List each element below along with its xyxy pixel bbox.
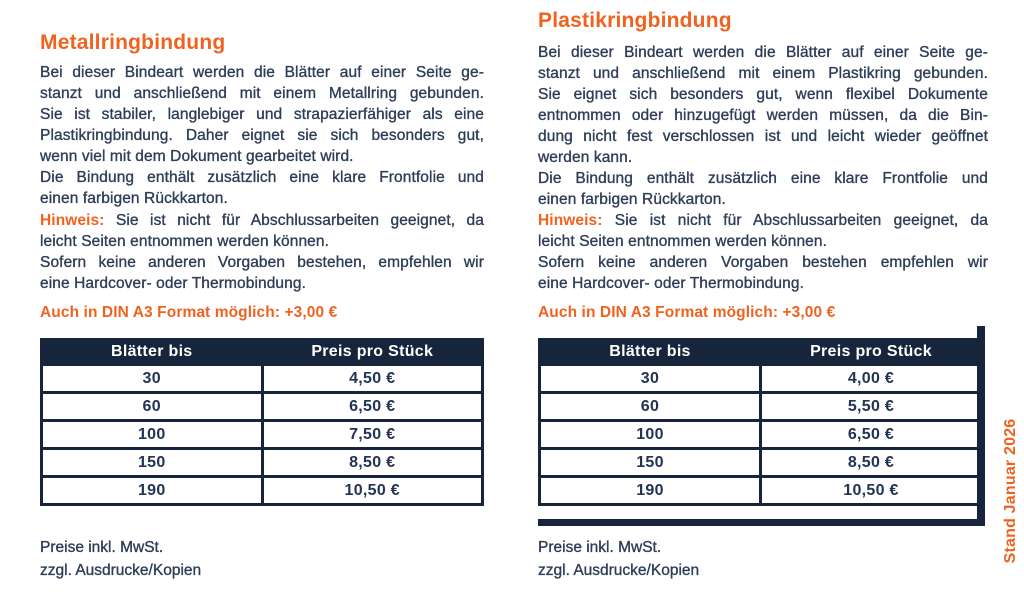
paragraph [538,168,988,210]
text-line: Sie ist stabiler, langlebiger und strapazierfähiger als eine [40,106,484,123]
table-row [540,393,982,421]
text-line: einen farbigen Rückkarton. [40,190,228,207]
table-header-row [42,340,483,365]
table-cell: 10,50 € [761,477,982,505]
note-line: eine Hardcover- oder Thermobindung. [40,275,307,292]
note-section-plastik [538,210,988,294]
paragraph [40,167,484,209]
table-cell: 30 [42,365,263,393]
text-line: Plastikringbindung. Daher eignet sie sich besonders gut, [40,127,484,144]
table-cell: 4,50 € [262,365,483,393]
accent-bar-horizontal [538,519,985,526]
note-line: Sofern keine anderen Vorgaben bestehen, empfehlen wir [40,254,484,271]
text-line: Bei dieser Bindeart werden die Blätter auf einer Seite ge- [40,64,484,81]
text-line: wenn viel mit dem Dokument gearbeitet wird. [40,148,354,165]
table-row [42,477,483,505]
footer-line-vat: Preise inkl. MwSt. [40,539,164,556]
table-body-plastik [540,365,982,505]
note-line: leicht Seiten entnommen werden können. [40,233,330,250]
table-row [42,365,483,393]
table-row [42,421,483,449]
table-cell: 100 [540,421,761,449]
body-text-metall [40,62,484,209]
text-line: Die Bindung enthält zusätzlich eine klare Frontfolie und [538,170,988,187]
table-header-price: Preis pro Stück [262,340,483,365]
table-cell: 30 [540,365,761,393]
price-table-metall [40,338,484,506]
table-cell: 8,50 € [262,449,483,477]
table-header-price: Preis pro Stück [761,340,982,365]
table-header-sheets: Blätter bis [540,340,761,365]
text-line: entnommen oder hinzugefügt werden müssen, da die Bin- [538,107,988,124]
note-text: Sie ist nicht für Abschlussarbeiten geeignet, da [614,212,988,229]
note-section-metall [40,210,484,294]
table-cell: 6,50 € [262,393,483,421]
table-cell: 190 [540,477,761,505]
footer-metall [40,536,484,582]
table-header-row [540,340,982,365]
body-text-plastik [538,42,988,210]
table-cell: 10,50 € [262,477,483,505]
footer-plastik [538,536,988,582]
price-table-wrap-metall [40,338,484,506]
a3-format-note-plastik: Auch in DIN A3 Format möglich: +3,00 € [538,304,836,321]
footer-line-copies: zzgl. Ausdrucke/Kopien [538,562,700,579]
paragraph [40,62,484,167]
text-line: Sie eignet sich besonders gut, wenn flexibel Dokumente [538,86,988,103]
paragraph [538,42,988,168]
note-line: eine Hardcover- oder Thermobindung. [538,275,805,292]
table-cell: 7,50 € [262,421,483,449]
table-row [540,365,982,393]
column-metallringbindung [40,0,484,599]
stand-date-note: Stand Januar 2026 [1002,418,1019,564]
note-line [40,210,484,231]
note-line [538,210,988,231]
column-plastikringbindung [538,0,988,599]
note-line: leicht Seiten entnommen werden können. [538,233,828,250]
price-table-wrap-plastik [538,338,983,506]
table-cell: 150 [540,449,761,477]
table-cell: 150 [42,449,263,477]
text-line: einen farbigen Rückkarton. [538,191,726,208]
table-row [540,449,982,477]
table-cell: 5,50 € [761,393,982,421]
section-title-plastikringbindung: Plastikringbindung [538,9,732,32]
table-cell: 4,00 € [761,365,982,393]
price-table-plastik [538,338,983,506]
table-cell: 100 [42,421,263,449]
table-cell: 60 [540,393,761,421]
table-cell: 6,50 € [761,421,982,449]
text-line: werden kann. [538,149,633,166]
table-cell: 190 [42,477,263,505]
table-cell: 60 [42,393,263,421]
text-line: dung nicht fest verschlossen ist und leicht wieder geöffnet [538,128,988,145]
table-row [42,449,483,477]
text-line: Bei dieser Bindeart werden die Blätter auf einer Seite ge- [538,44,988,61]
accent-bar-vertical [977,326,985,526]
section-title-metallringbindung: Metallringbindung [40,31,226,54]
table-row [42,393,483,421]
a3-format-note-metall: Auch in DIN A3 Format möglich: +3,00 € [40,304,338,321]
text-line: stanzt und anschließend mit einem Plastikring gebunden. [538,65,988,82]
note-label: Hinweis: [40,212,105,229]
table-cell: 8,50 € [761,449,982,477]
footer-line-copies: zzgl. Ausdrucke/Kopien [40,562,202,579]
footer-line-vat: Preise inkl. MwSt. [538,539,662,556]
note-label: Hinweis: [538,212,603,229]
text-line: stanzt und anschließend mit einem Metallring gebunden. [40,85,484,102]
text-line: Die Bindung enthält zusätzlich eine klare Frontfolie und [40,169,484,186]
table-row [540,421,982,449]
note-text: Sie ist nicht für Abschlussarbeiten geeignet, da [115,212,484,229]
table-header-sheets: Blätter bis [42,340,263,365]
note-line: Sofern keine anderen Vorgaben bestehen empfehlen wir [538,254,988,271]
table-row [540,477,982,505]
table-body-metall [42,365,483,505]
